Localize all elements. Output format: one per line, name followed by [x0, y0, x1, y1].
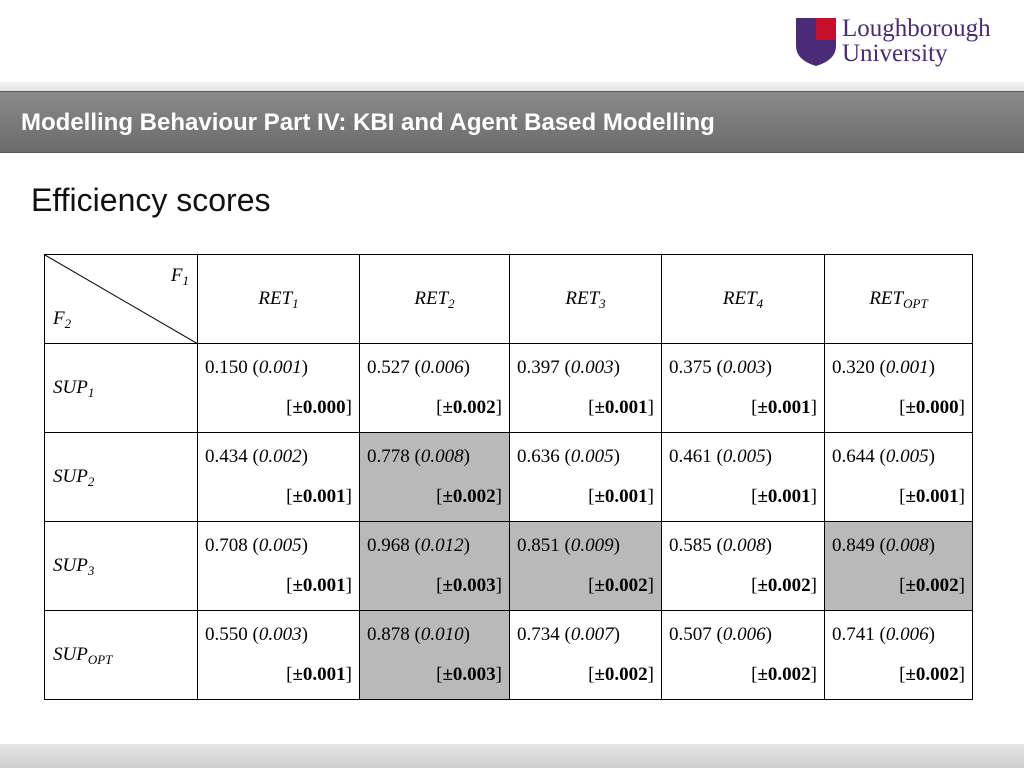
column-header: $RET_4$ — [662, 255, 825, 344]
shield-icon — [796, 18, 836, 66]
score-cell — [510, 611, 662, 700]
score-cell — [825, 611, 973, 700]
confidence-interval: [±0.002] — [899, 664, 965, 685]
confidence-interval: [±0.001] — [286, 664, 352, 685]
logo-line-2: University — [842, 40, 948, 67]
score-value: 0.734 (0.007) — [517, 624, 620, 645]
table-row — [45, 522, 973, 611]
score-cell — [360, 522, 510, 611]
score-cell — [360, 433, 510, 522]
score-value: 0.150 (0.001) — [205, 357, 308, 378]
corner-label-top: $F_1$ — [170, 265, 189, 288]
score-value: 0.644 (0.005) — [832, 446, 935, 467]
score-value: 0.851 (0.009) — [517, 535, 620, 556]
score-cell — [825, 344, 973, 433]
score-value: 0.778 (0.008) — [367, 446, 470, 467]
corner-label-bottom: $F_2$ — [53, 308, 72, 331]
score-value: 0.550 (0.003) — [205, 624, 308, 645]
confidence-interval: [±0.002] — [436, 486, 502, 507]
table-header-row — [45, 255, 973, 344]
score-value: 0.320 (0.001) — [832, 357, 935, 378]
page-title: Modelling Behaviour Part IV: KBI and Agent Based Modelling — [21, 109, 715, 136]
score-cell — [662, 433, 825, 522]
confidence-interval: [±0.001] — [286, 575, 352, 596]
score-cell — [510, 522, 662, 611]
logo-line-1: Loughborough — [842, 15, 991, 42]
confidence-interval: [±0.001] — [751, 397, 817, 418]
column-header: $RET_3$ — [510, 255, 662, 344]
confidence-interval: [±0.003] — [436, 664, 502, 685]
score-cell — [510, 344, 662, 433]
score-value: 0.397 (0.003) — [517, 357, 620, 378]
confidence-interval: [±0.003] — [436, 575, 502, 596]
score-value: 0.507 (0.006) — [669, 624, 772, 645]
row-header: $SUP_3$ — [45, 522, 198, 611]
score-cell — [662, 611, 825, 700]
score-value: 0.708 (0.005) — [205, 535, 308, 556]
table-body — [45, 344, 973, 700]
score-value: 0.585 (0.008) — [669, 535, 772, 556]
table-row — [45, 611, 973, 700]
slide-heading: Efficiency scores — [31, 182, 271, 218]
score-value: 0.527 (0.006) — [367, 357, 470, 378]
confidence-interval: [±0.002] — [436, 397, 502, 418]
footer-band — [0, 744, 1024, 768]
column-header: $RET_{OPT}$ — [825, 255, 973, 344]
score-cell — [198, 344, 360, 433]
title-bar — [0, 91, 1024, 153]
corner-cell — [45, 255, 198, 344]
score-cell — [198, 433, 360, 522]
score-value: 0.375 (0.003) — [669, 357, 772, 378]
score-value: 0.636 (0.005) — [517, 446, 620, 467]
confidence-interval: [±0.002] — [588, 575, 654, 596]
column-header: $RET_1$ — [198, 255, 360, 344]
table-row — [45, 433, 973, 522]
efficiency-table — [44, 254, 973, 700]
university-logo — [796, 16, 1016, 68]
logo-wordmark — [842, 16, 991, 66]
table-row — [45, 344, 973, 433]
confidence-interval: [±0.000] — [286, 397, 352, 418]
score-cell — [662, 522, 825, 611]
score-cell — [198, 522, 360, 611]
confidence-interval: [±0.001] — [588, 397, 654, 418]
row-header: $SUP_{OPT}$ — [45, 611, 198, 700]
score-value: 0.878 (0.010) — [367, 624, 470, 645]
confidence-interval: [±0.001] — [899, 486, 965, 507]
confidence-interval: [±0.001] — [588, 486, 654, 507]
row-header: $SUP_1$ — [45, 344, 198, 433]
score-cell — [360, 344, 510, 433]
confidence-interval: [±0.002] — [751, 575, 817, 596]
confidence-interval: [±0.001] — [286, 486, 352, 507]
score-value: 0.741 (0.006) — [832, 624, 935, 645]
score-value: 0.849 (0.008) — [832, 535, 935, 556]
score-cell — [662, 344, 825, 433]
score-cell — [510, 433, 662, 522]
confidence-interval: [±0.002] — [899, 575, 965, 596]
confidence-interval: [±0.001] — [751, 486, 817, 507]
confidence-interval: [±0.002] — [588, 664, 654, 685]
column-header: $RET_2$ — [360, 255, 510, 344]
score-cell — [198, 611, 360, 700]
score-value: 0.968 (0.012) — [367, 535, 470, 556]
confidence-interval: [±0.002] — [751, 664, 817, 685]
row-header: $SUP_2$ — [45, 433, 198, 522]
score-cell — [825, 433, 973, 522]
score-cell — [825, 522, 973, 611]
score-value: 0.434 (0.002) — [205, 446, 308, 467]
score-cell — [360, 611, 510, 700]
score-value: 0.461 (0.005) — [669, 446, 772, 467]
confidence-interval: [±0.000] — [899, 397, 965, 418]
